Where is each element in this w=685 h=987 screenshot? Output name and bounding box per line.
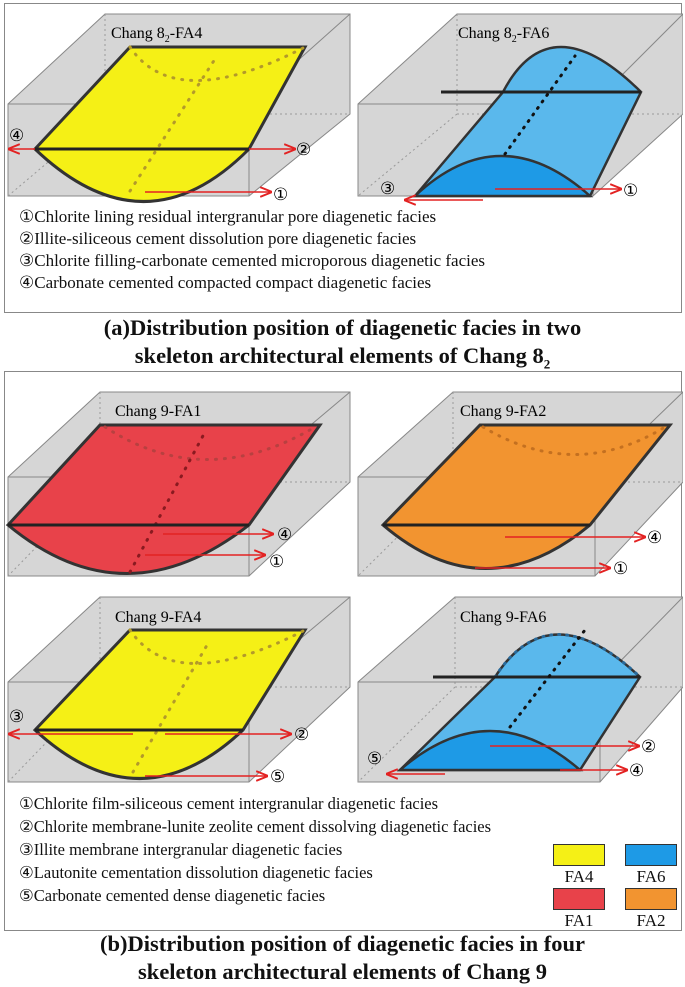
facies-label: ① (273, 185, 289, 204)
legend-item: ①Chlorite film-siliceous cement intergranular diagenetic facies (19, 794, 439, 813)
block-chang82-fa6 (358, 14, 683, 200)
swatch-fa1 (553, 888, 605, 910)
facies-label: ④ (629, 761, 645, 780)
facies-label: ⑤ (367, 749, 383, 768)
facies-label: ① (269, 552, 285, 571)
caption-a (0, 314, 685, 379)
legend-item: ⑤Carbonate cemented dense diagenetic facies (19, 886, 326, 905)
legend-list-b (19, 792, 491, 907)
facies-label: ⑤ (270, 767, 286, 786)
block-title: Chang $8_2-FA6$ (458, 25, 550, 45)
swatch-label: FA6 (636, 867, 666, 886)
legend-item: ①Chlorite lining residual intergranular pore diagenetic facies (19, 207, 437, 226)
swatch-fa2 (625, 888, 677, 910)
caption-a-line2: skeleton architectural elements of Chang $8_2$ (134, 343, 551, 372)
caption-b (0, 930, 685, 986)
block-chang82-fa4 (8, 14, 350, 204)
panel-b (4, 371, 682, 931)
legend-list-a (19, 206, 485, 294)
legend-item: ②Illite-siliceous cement dissolution pore diagenetic facies (19, 229, 417, 248)
legend-item: ②Chlorite membrane-lunite zeolite cement dissolving diagenetic facies (19, 817, 492, 836)
facies-label: ④ (647, 528, 663, 547)
facies-label: ② (294, 725, 310, 744)
legend-item: ③Illite membrane intergranular diagenetic facies (19, 840, 343, 859)
caption-b-line2: skeleton architectural elements of Chang 9 (138, 959, 547, 984)
panel-a (4, 3, 682, 313)
facies-label: ① (623, 181, 639, 200)
block-chang9-fa1 (8, 392, 350, 576)
block-chang9-fa6 (358, 597, 683, 782)
facies-label: ② (296, 140, 312, 159)
swatch-fa6 (625, 844, 677, 866)
caption-b-line1: (b)Distribution position of diagenetic facies in four (99, 931, 585, 956)
facies-label: ① (613, 559, 629, 578)
caption-a-line1: (a)Distribution position of diagenetic facies in two (103, 315, 582, 340)
swatch-label: FA2 (636, 911, 666, 930)
facies-label: ④ (9, 126, 25, 145)
block-chang9-fa2 (358, 392, 683, 578)
facies-label: ④ (277, 525, 293, 544)
swatch-label: FA4 (564, 867, 594, 886)
swatch-fa4 (553, 844, 605, 866)
facies-label: ③ (380, 179, 396, 198)
color-legend (553, 844, 683, 932)
block-title: Chang 9-FA2 (460, 403, 547, 420)
legend-item: ④Carbonate cemented compacted compact diagenetic facies (19, 273, 432, 292)
block-title: Chang $8_2-FA4$ (111, 25, 203, 45)
legend-item: ③Chlorite filling-carbonate cemented microporous diagenetic facies (19, 251, 486, 270)
block-title: Chang 9-FA6 (460, 609, 547, 626)
block-title: Chang 9-FA4 (115, 609, 202, 626)
facies-label: ③ (9, 707, 25, 726)
block-chang9-fa4 (8, 597, 350, 786)
facies-label: ② (641, 737, 657, 756)
block-title: Chang 9-FA1 (115, 403, 202, 420)
swatch-label: FA1 (564, 911, 594, 930)
legend-item: ④Lautonite cementation dissolution diagenetic facies (19, 863, 373, 882)
